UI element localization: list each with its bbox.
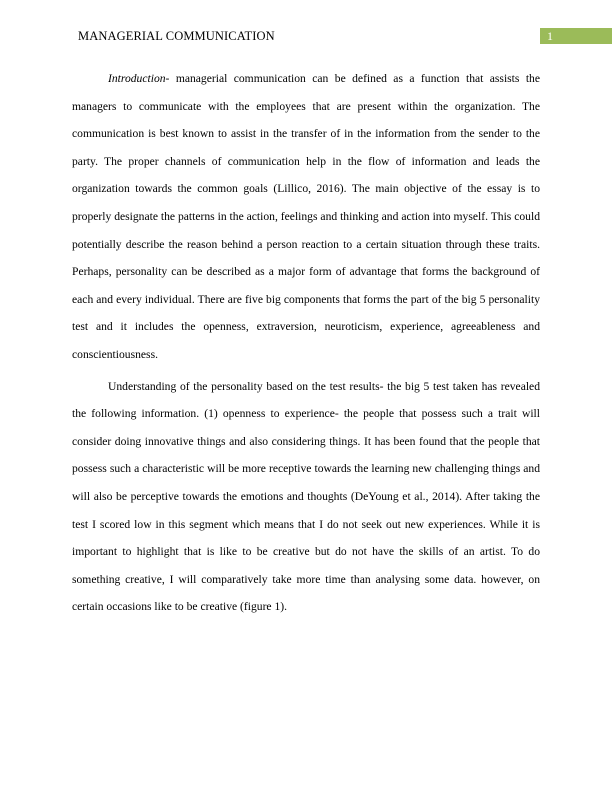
introduction-label: Introduction xyxy=(108,72,166,85)
introduction-text: - managerial communication can be defined as a function that assists the managers to communicate with the employees that are present within the organization. The communication is best known to assist in the transfer of in the information from the sender to the party. The proper channels of communication help in the flow of information and leads the organization towards the common goals (Lillico, 2016). The main objective of the essay is to properly designate the patterns in the action, feelings and thinking and action into myself. This could potentially describe the reason behind a person reaction to a certain situation through these traits. Perhaps, personality can be described as a major form of advantage that forms the background of each and every individual. There are five big components that forms the part of the big 5 personality test and it includes the openness, extraversion, neuroticism, experience, agreeableness and conscientiousness. xyxy=(72,72,540,361)
page-number: 1 xyxy=(540,28,612,44)
paragraph-personality: Understanding of the personality based on the test results- the big 5 test taken has revealed the following information. (1) openness to experience- the people that possess such a trait will consider doing innovative things and also considering things. It has been found that the people that possess such a characteristic will be more receptive towards the learning new challenging things and will also be perceptive towards the emotions and thoughts (DeYoung et al., 2014). After taking the test I scored low in this segment which means that I do not seek out new experiences. While it is important to highlight that is like to be creative but do not have the skills of an artist. To do something creative, I will comparatively take more time than analysing some data. however, on certain occasions like to be creative (figure 1). xyxy=(72,379,540,614)
running-header-title: MANAGERIAL COMMUNICATION xyxy=(78,29,275,43)
document-body xyxy=(72,65,540,625)
paragraph-introduction xyxy=(72,65,540,369)
